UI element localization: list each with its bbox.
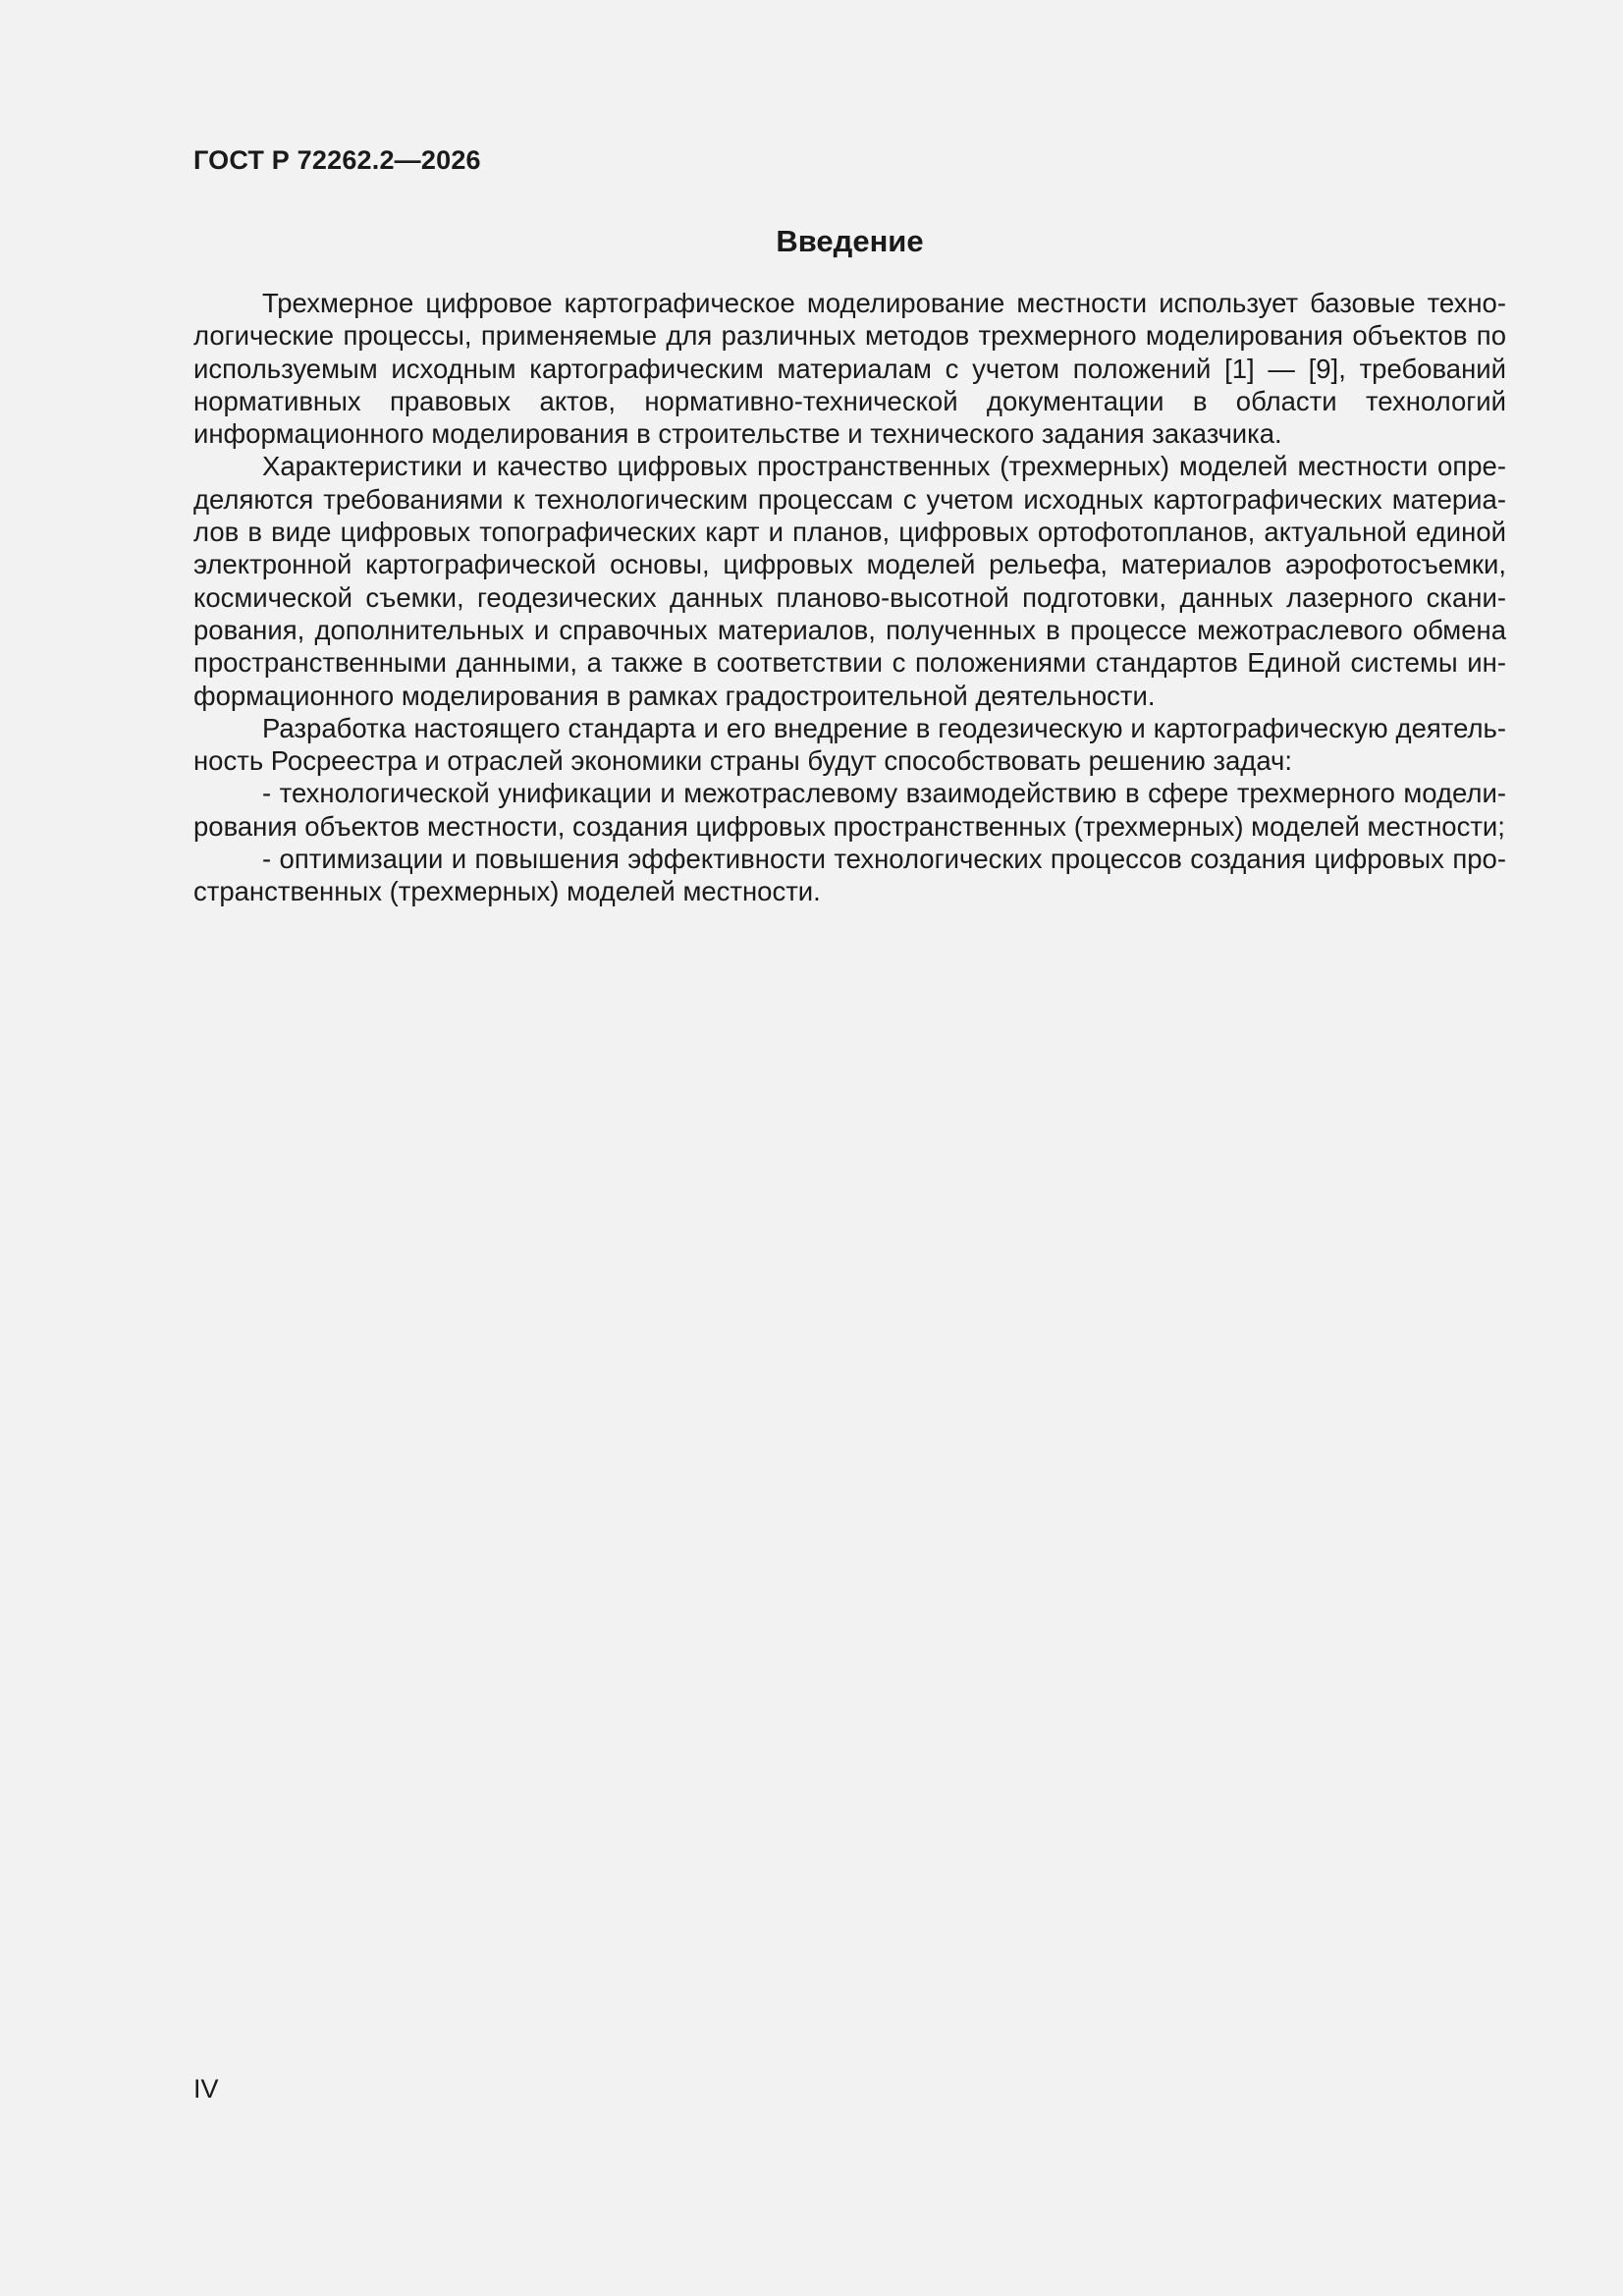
document-code-header: ГОСТ Р 72262.2—2026 xyxy=(193,145,481,175)
introduction-body xyxy=(193,287,1506,908)
list-item-optimization: - оптимизации и повышения эффективности технологических процессов создания цифровых пространственных (трехмерных) моделей местности. xyxy=(193,844,1506,907)
list-item-unification: - технологической унификации и межотраслевому взаимодействию в сфере трехмерного моделирования объектов местности, создания цифровых пространственных (трехмерных) моделей местности; xyxy=(193,778,1506,842)
paragraph-standard-purpose: Разработка настоящего стандарта и его внедрение в геодезическую и картографическую деятельность Росреестра и отраслей экономики страны будут способствовать решению задач: xyxy=(193,712,1506,777)
section-title: Введение xyxy=(776,224,924,258)
page-number: IV xyxy=(193,2074,219,2104)
paragraph-characteristics-quality: Характеристики и качество цифровых пространственных (трехмерных) моделей местности определяются требованиями к технологическим процессам с учетом исходных картографических материалов в виде цифровых топографических карт и планов, цифровых ортофотопланов, актуальной единой электронной картографической основы, цифровых моделей рельефа, материалов аэрофотосъемки, космической съемки, геодезических данных планово-высотной подготовки, данных лазерного сканирования, дополнительных и справочных материалов, полученных в процессе межотраслевого обмена пространственными данными, а также в соответствии с положениями стандартов Единой системы информационного моделирования в рамках градостроительной деятельности. xyxy=(193,451,1506,711)
paragraph-technology-overview: Трехмерное цифровое картографическое моделирование местности использует базовые технологические процессы, применяемые для различных методов трехмерного моделирования объектов по используемым исходным картографическим материалам с учетом положений [1] — [9], требований нормативных правовых актов, нормативно-технической документации в области технологий информационного моделирования в строительстве и технического задания заказчика. xyxy=(193,288,1506,450)
